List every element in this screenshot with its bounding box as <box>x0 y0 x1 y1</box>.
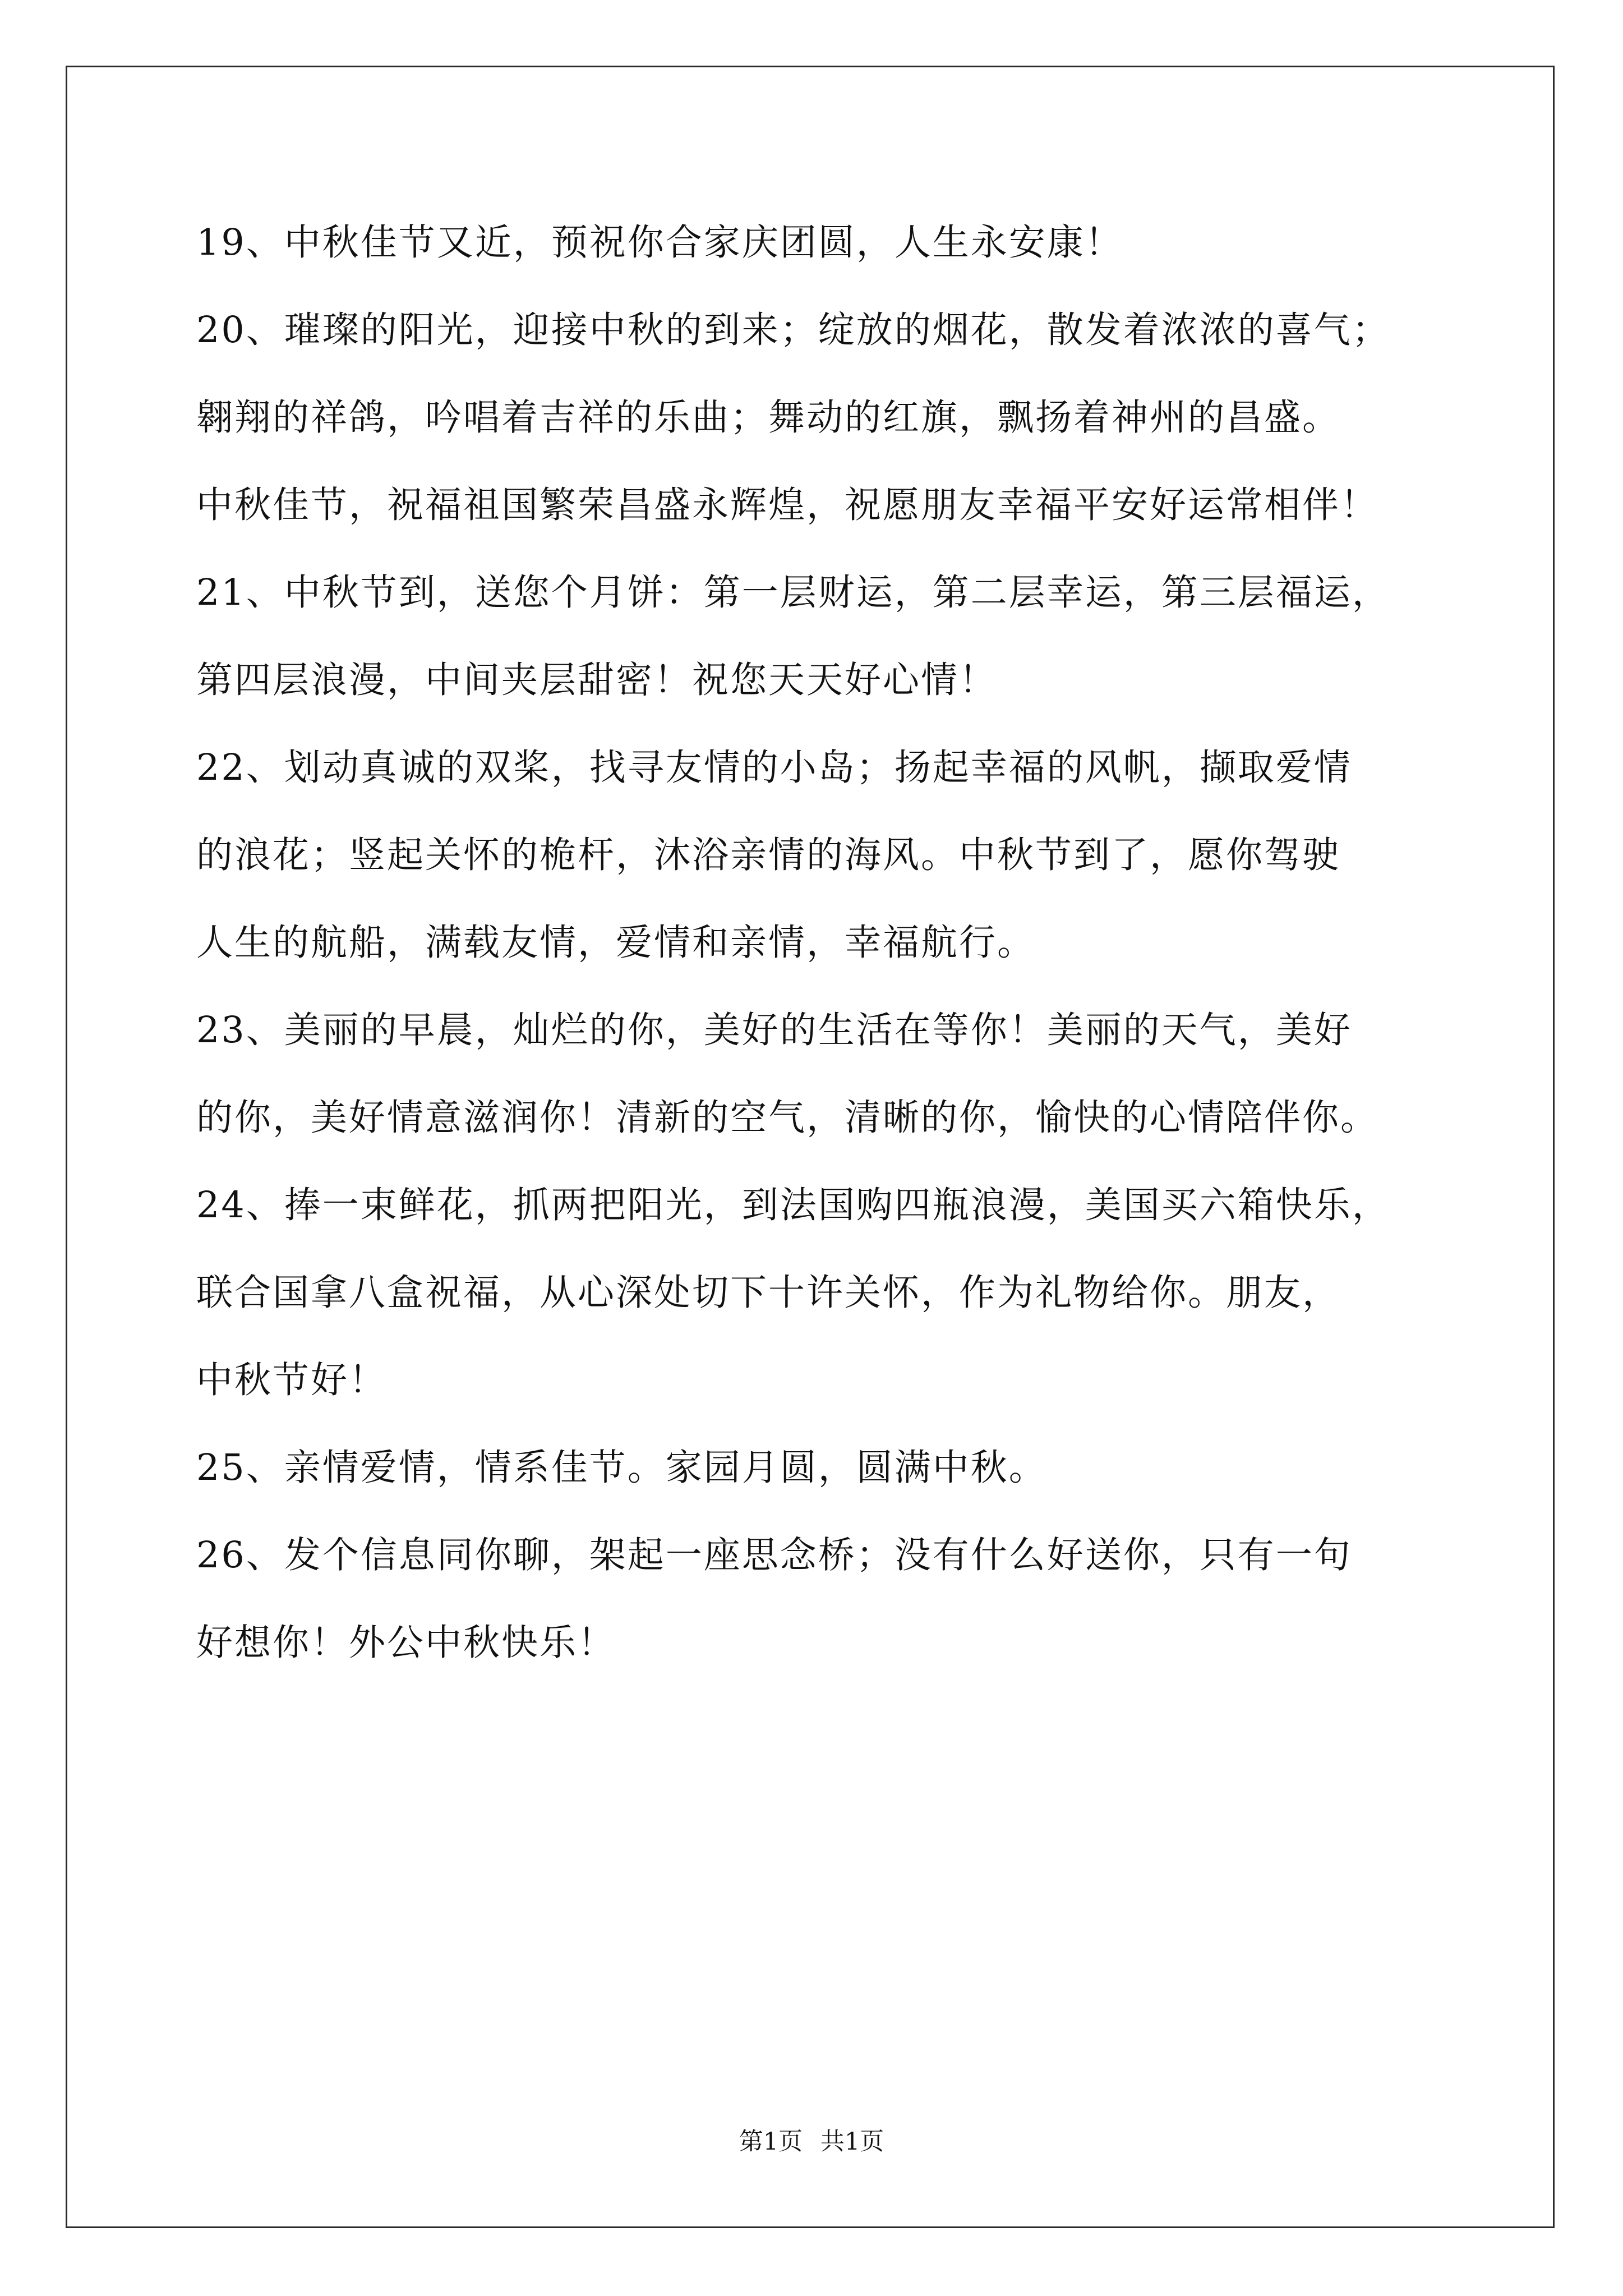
text-line: 好想你！外公中秋快乐！ <box>196 1622 616 1664</box>
text-line: 第四层浪漫，中间夹层甜密！祝您天天好心情！ <box>196 659 998 701</box>
text-line: 的你，美好情意滋润你！清新的空气，清晰的你，愉快的心情陪伴你。 <box>196 1097 1379 1139</box>
text-line: 20、璀璨的阳光，迎接中秋的到来；绽放的烟花，散发着浓浓的喜气； <box>196 309 1390 351</box>
text-line: 22、划动真诚的双桨，找寻友情的小岛；扬起幸福的风帆，撷取爱情 <box>196 747 1352 789</box>
text-line: 25、亲情爱情，情系佳节。家园月圆，圆满中秋。 <box>196 1447 1047 1489</box>
text-line: 19、中秋佳节又近，预祝你合家庆团圆，人生永安康！ <box>196 222 1123 264</box>
text-line: 翱翔的祥鸽，吟唱着吉祥的乐曲；舞动的红旗，飘扬着神州的昌盛。 <box>196 397 1341 439</box>
text-line: 中秋佳节，祝福祖国繁荣昌盛永辉煌，祝愿朋友幸福平安好运常相伴！ <box>196 484 1379 526</box>
text-line: 21、中秋节到，送您个月饼：第一层财运，第二层幸运，第三层福运， <box>196 572 1390 614</box>
text-line: 23、美丽的早晨，灿烂的你，美好的生活在等你！美丽的天气，美好 <box>196 1009 1352 1051</box>
page-border <box>66 66 1555 2228</box>
text-line: 人生的航船，满载友情，爱情和亲情，幸福航行。 <box>196 922 1036 964</box>
page-number-footer: 第1页 共1页 <box>739 2128 884 2156</box>
text-line: 联合国拿八盒祝福，从心深处切下十许关怀，作为礼物给你。朋友， <box>196 1272 1341 1314</box>
text-line: 26、发个信息同你聊，架起一座思念桥；没有什么好送你，只有一句 <box>196 1534 1352 1576</box>
text-line: 中秋节好！ <box>196 1359 388 1401</box>
text-line: 的浪花；竖起关怀的桅杆，沐浴亲情的海风。中秋节到了，愿你驾驶 <box>196 834 1341 876</box>
text-line: 24、捧一束鲜花，抓两把阳光，到法国购四瓶浪漫，美国买六箱快乐， <box>196 1184 1390 1226</box>
